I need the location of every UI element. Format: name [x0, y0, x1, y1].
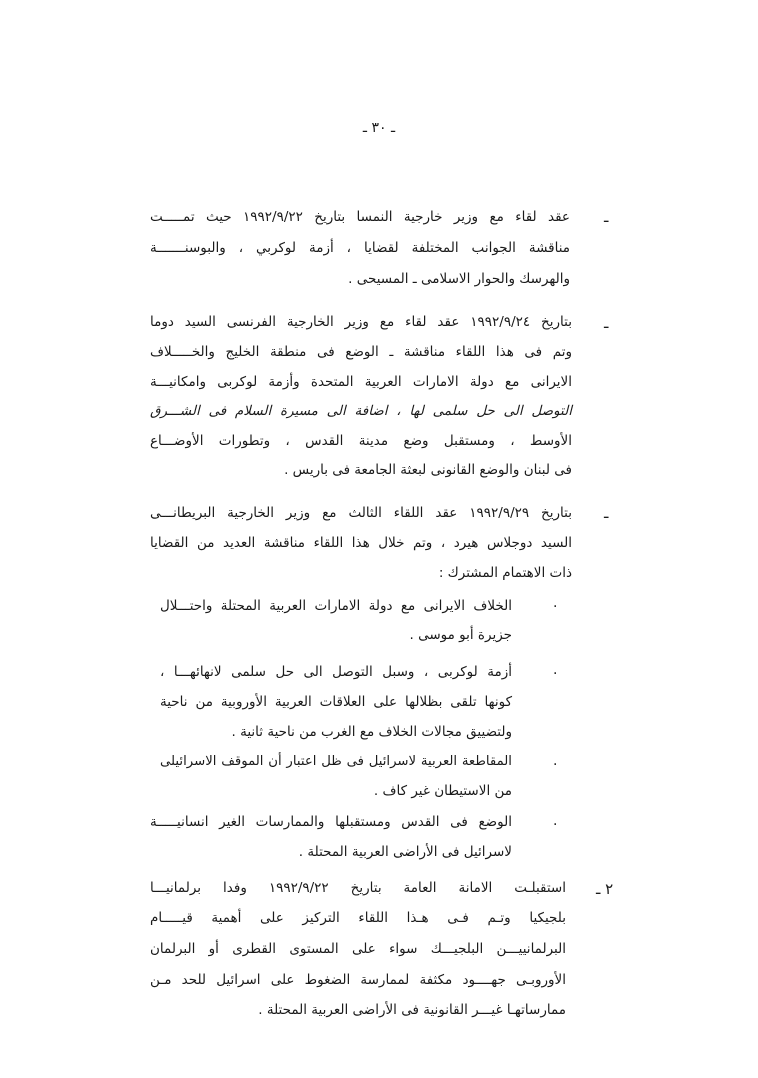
text-line: والهرسك والحوار الاسلامى ـ المسيحى . — [348, 271, 570, 287]
text-line: من الاستيطان غير كاف . — [373, 783, 512, 799]
section-number: ٢ ـ — [596, 880, 614, 898]
text-line: التوصل الى حل سلمى لها ، اضافة الى مسيرة السلام فى الشـــرق — [150, 403, 572, 419]
text-line: وتم فى هذا اللقاء مناقشة ـ الوضع فى منطقة الخليج والخـــــلاف — [150, 344, 572, 360]
bullet-item-boycott — [160, 752, 512, 812]
bullet-item-jerusalem — [150, 812, 512, 872]
paragraph-marker: ـ — [604, 314, 609, 332]
text-line: بتاريخ ١٩٩٢/٩/٢٩ عقد اللقاء الثالث مع وزير الخارجية البريطانـــى — [150, 505, 572, 521]
paragraph-uk-meeting — [150, 503, 572, 593]
bullet-item-iran-dispute — [160, 596, 512, 656]
page-number: ـ ٣٠ ـ — [362, 120, 396, 136]
text-line: مناقشة الجوانب المختلفة لقضايا ، أزمة لوكربي ، والبوسنـــــــة — [150, 240, 570, 256]
bullet-marker: · — [553, 757, 558, 773]
text-line: ممارساتهـا غيـــر القانونية فى الأراضى العربية المحتلة . — [258, 1002, 566, 1018]
bullet-marker: · — [553, 666, 558, 682]
text-line: الوضع فى القدس ومستقبلها والممارسات الغير انسانيـــــة — [150, 814, 512, 830]
paragraph-marker: ـ — [604, 504, 609, 522]
bullet-item-lockerbie — [160, 662, 512, 752]
text-line: البرلمانييـــن البلجيـــك سواء على المستوى القطرى أو البرلمان — [150, 941, 566, 957]
text-line: جزيرة أبو موسى . — [409, 627, 512, 643]
text-line: الايرانى مع دولة الامارات العربية المتحدة وأزمة لوكربى وامكانيـــة — [150, 374, 572, 390]
text-line: السيد دوجلاس هيرد ، وتم خلال هذا اللقاء مناقشة العديد من القضايا — [150, 535, 572, 551]
text-line: فى لبنان والوضع القانونى لبعثة الجامعة فى باريس . — [284, 462, 572, 478]
text-line: بلجيكيا وتـم فـى هـذا اللقاء التركيز على أهمية قيـــــام — [150, 910, 566, 926]
paragraph-marker: ـ — [604, 208, 609, 226]
text-line: بتاريخ ١٩٩٢/٩/٢٤ عقد لقاء مع وزير الخارجية الفرنسى السيد دوما — [150, 314, 572, 330]
text-line: المقاطعة العربية لاسرائيل فى ظل اعتبار أن الموقف الاسرائيلى — [160, 754, 512, 769]
text-line: لاسرائيل فى الأراضى العربية المحتلة . — [298, 844, 512, 860]
paragraph-belgian-delegation — [150, 878, 566, 1038]
text-line: استقبلـت الامانة العامة بتاريخ ١٩٩٢/٩/٢٢ وفدا برلمانيـــا — [150, 880, 566, 896]
text-line: ولتضييق مجالات الخلاف مع الغرب من ناحية ثانية . — [231, 724, 512, 740]
text-line: كونها تلقى بظلالها على العلاقات العربية الأوروبية من ناحية — [160, 694, 512, 710]
bullet-marker: · — [553, 599, 558, 615]
text-line: الخلاف الايرانى مع دولة الامارات العربية المحتلة واحتـــلال — [160, 598, 512, 614]
text-line: الأوسط ، ومستقبل وضع مدينة القدس ، وتطورات الأوضـــاع — [150, 433, 572, 449]
text-line: عقد لقاء مع وزير خارجية النمسا بتاريخ ١٩٩٢/٩/٢٢ حيث تمـــــت — [150, 209, 570, 225]
text-line: أزمة لوكربى ، وسبل التوصل الى حل سلمى لانهائهـــا ، — [160, 664, 512, 680]
text-line: ذات الاهتمام المشترك : — [438, 565, 572, 581]
paragraph-austria-meeting — [150, 207, 570, 297]
text-line: الأوروبـى جهــــود مكثفة لممارسة الضغوط على اسرائيل للحد مـن — [150, 972, 566, 988]
bullet-marker: · — [553, 817, 558, 833]
paragraph-france-meeting — [150, 312, 572, 478]
